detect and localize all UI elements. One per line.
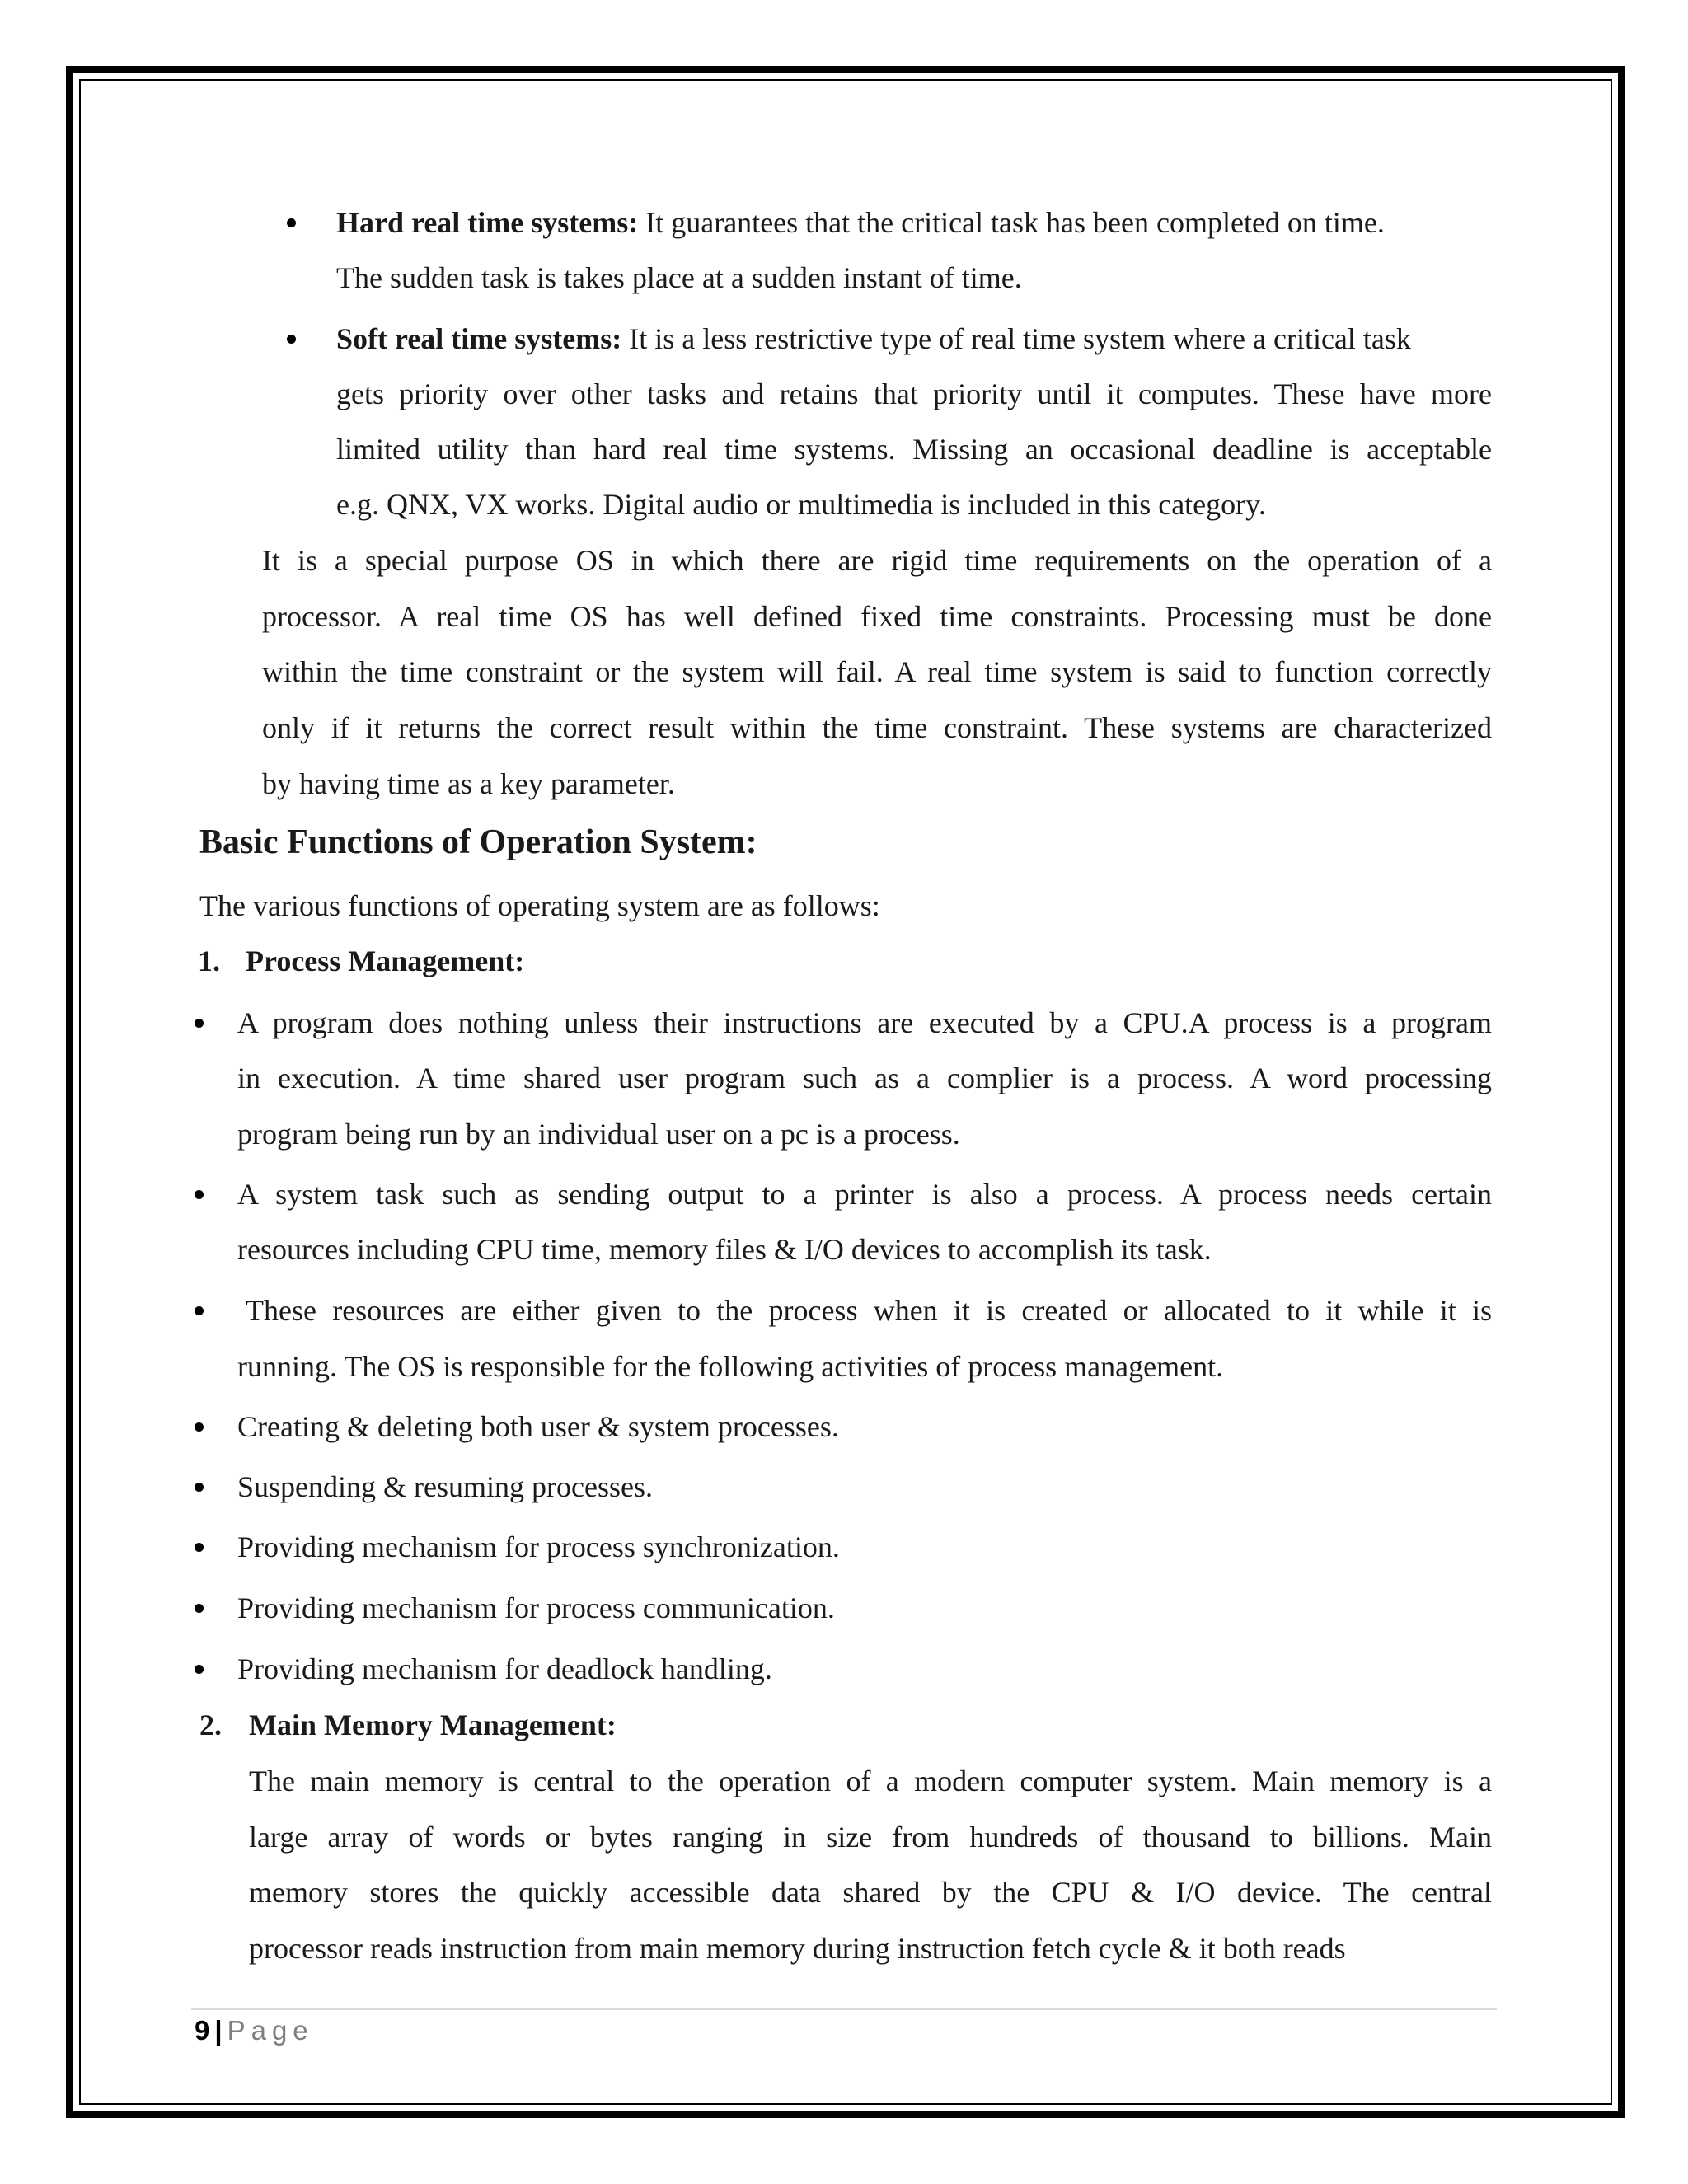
process-b7: Providing mechanism for process communication. xyxy=(237,1591,835,1624)
soft-realtime-line-3: limited utility than hard real time systems. Missing an occasional deadline is acceptable xyxy=(336,433,1492,466)
soft-realtime-title: Soft real time systems: xyxy=(336,322,622,355)
bullet-icon xyxy=(195,1665,204,1674)
bullet-icon xyxy=(195,1483,204,1492)
bullet-icon xyxy=(195,1019,204,1028)
process-b1-line-2: in execution. A time shared user program such as a complier is a process. A word processing xyxy=(237,1062,1492,1094)
soft-realtime-line-2: gets priority over other tasks and retains that priority until it computes. These have more xyxy=(336,377,1492,410)
page-number: 9 xyxy=(195,2015,210,2046)
process-b6: Providing mechanism for process synchronization. xyxy=(237,1530,840,1563)
page-label: Page xyxy=(227,2015,314,2046)
process-b3-line-1: These resources are either given to the process when it is created or allocated to it while it is xyxy=(246,1294,1492,1327)
realtime-para-line-2: processor. A real time OS has well defined fixed time constraints. Processing must be done xyxy=(262,600,1492,633)
hard-realtime-line-1 xyxy=(336,204,1385,241)
hard-realtime-text: It guarantees that the critical task has been completed on time. xyxy=(638,206,1385,239)
memory-mgmt-heading xyxy=(199,1707,617,1743)
realtime-para-line-3: within the time constraint or the system will fail. A real time system is said to function correctly xyxy=(262,655,1492,688)
section-heading: Basic Functions of Operation System: xyxy=(199,823,757,861)
memory-line-3: memory stores the quickly accessible data shared by the CPU & I/O device. The central xyxy=(249,1876,1492,1909)
footer-separator: | xyxy=(214,2015,223,2046)
page-footer xyxy=(195,2014,314,2047)
memory-mgmt-title: Main Memory Management: xyxy=(249,1708,617,1741)
memory-line-4: processor reads instruction from main memory during instruction fetch cycle & it both reads xyxy=(249,1932,1346,1965)
process-mgmt-title: Process Management: xyxy=(246,944,525,977)
realtime-para-line-4: only if it returns the correct result within the time constraint. These systems are characterized xyxy=(262,711,1492,744)
soft-realtime-line-4: e.g. QNX, VX works. Digital audio or multimedia is included in this category. xyxy=(336,488,1266,521)
hard-realtime-title: Hard real time systems: xyxy=(336,206,639,239)
bullet-icon xyxy=(287,335,296,344)
footer-rule xyxy=(191,2008,1497,2010)
process-b1-line-1: A program does nothing unless their instructions are executed by a CPU.A process is a program xyxy=(237,1006,1492,1039)
process-b8: Providing mechanism for deadlock handling. xyxy=(237,1652,772,1685)
process-mgmt-heading xyxy=(198,943,525,979)
bullet-icon xyxy=(195,1190,204,1199)
process-b2-line-2: resources including CPU time, memory files & I/O devices to accomplish its task. xyxy=(237,1233,1212,1266)
memory-line-1: The main memory is central to the operation of a modern computer system. Main memory is a xyxy=(249,1765,1492,1797)
realtime-para-line-5: by having time as a key parameter. xyxy=(262,767,675,800)
process-b3-line-2: running. The OS is responsible for the following activities of process management. xyxy=(237,1350,1224,1383)
process-b4: Creating & deleting both user & system processes. xyxy=(237,1410,839,1443)
bullet-icon xyxy=(287,218,296,227)
hard-realtime-line-2: The sudden task is takes place at a sudden instant of time. xyxy=(336,261,1022,294)
soft-realtime-line-1 xyxy=(336,321,1411,357)
memory-line-2: large array of words or bytes ranging in size from hundreds of thousand to billions. Main xyxy=(249,1821,1492,1854)
bullet-icon xyxy=(195,1543,204,1552)
process-mgmt-number: 1. xyxy=(198,944,220,977)
bullet-icon xyxy=(195,1422,204,1432)
process-b2-line-1: A system task such as sending output to a printer is also a process. A process needs certain xyxy=(237,1178,1492,1211)
process-b1-line-3: program being run by an individual user on a pc is a process. xyxy=(237,1118,960,1151)
realtime-para-line-1: It is a special purpose OS in which there are rigid time requirements on the operation of a xyxy=(262,544,1492,577)
soft-realtime-text: It is a less restrictive type of real time system where a critical task xyxy=(621,322,1411,355)
process-b5: Suspending & resuming processes. xyxy=(237,1470,653,1503)
bullet-icon xyxy=(195,1306,204,1315)
section-intro: The various functions of operating system are as follows: xyxy=(199,889,880,922)
memory-mgmt-number: 2. xyxy=(199,1708,222,1741)
bullet-icon xyxy=(195,1604,204,1613)
